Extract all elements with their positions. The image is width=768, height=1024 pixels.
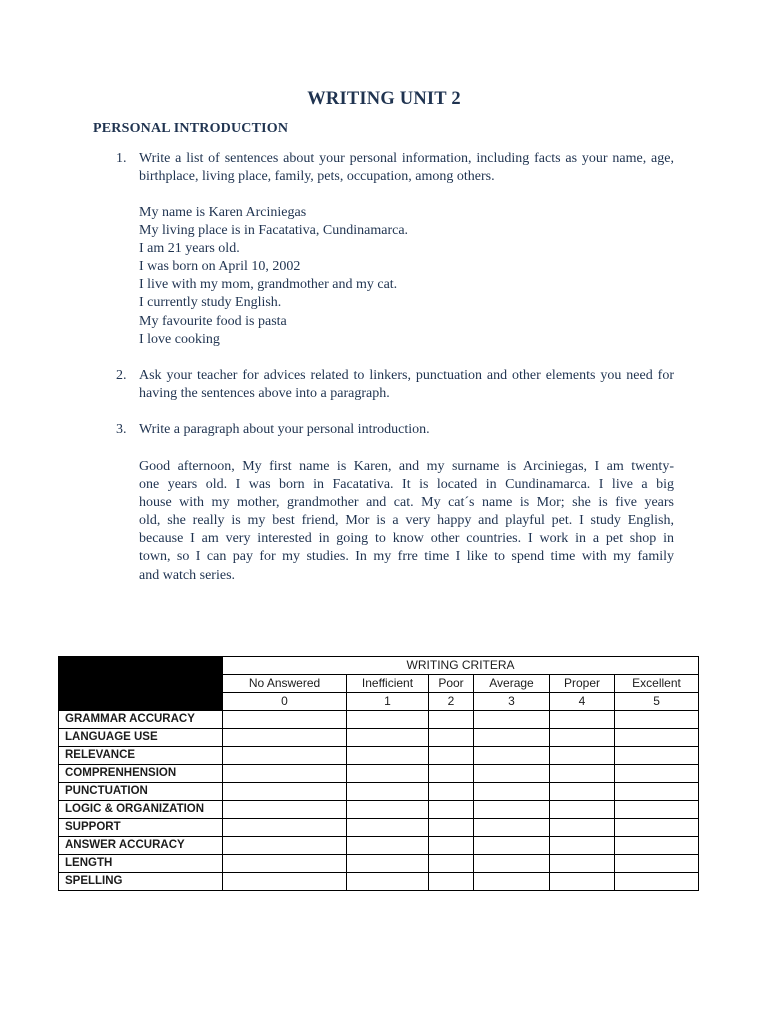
level-label: Average bbox=[474, 675, 550, 693]
level-label: Proper bbox=[550, 675, 615, 693]
score-cell[interactable] bbox=[347, 855, 429, 873]
writing-criteria-table bbox=[58, 656, 699, 891]
score-cell[interactable] bbox=[223, 801, 347, 819]
score-cell[interactable] bbox=[615, 711, 699, 729]
table-row bbox=[59, 783, 699, 801]
score-cell[interactable] bbox=[550, 765, 615, 783]
criterion-label: PUNCTUATION bbox=[59, 783, 223, 801]
score-cell[interactable] bbox=[347, 837, 429, 855]
score-cell[interactable] bbox=[474, 783, 550, 801]
sentence-line: I love cooking bbox=[139, 331, 220, 347]
score-cell[interactable] bbox=[347, 765, 429, 783]
score-cell[interactable] bbox=[550, 801, 615, 819]
score-cell[interactable] bbox=[429, 747, 474, 765]
instruction-1 bbox=[116, 150, 674, 186]
personal-introduction-paragraph bbox=[139, 458, 674, 585]
score-label: 4 bbox=[550, 693, 615, 711]
paragraph-line: one years old. I was born in Facatativa. It is located in Cundinamarca. I live a big bbox=[139, 477, 674, 493]
criterion-label: LENGTH bbox=[59, 855, 223, 873]
instruction-text: Write a list of sentences about your personal information, including facts as your name, age, birthplace, living place, family, pets, occupation, among others. bbox=[139, 151, 674, 184]
score-cell[interactable] bbox=[550, 819, 615, 837]
score-cell[interactable] bbox=[347, 819, 429, 837]
score-cell[interactable] bbox=[615, 729, 699, 747]
score-cell[interactable] bbox=[474, 765, 550, 783]
score-cell[interactable] bbox=[429, 765, 474, 783]
instruction-number: 3. bbox=[116, 422, 127, 437]
score-cell[interactable] bbox=[474, 837, 550, 855]
score-cell[interactable] bbox=[223, 855, 347, 873]
score-label: 1 bbox=[347, 693, 429, 711]
score-cell[interactable] bbox=[223, 783, 347, 801]
score-cell[interactable] bbox=[429, 801, 474, 819]
sentence-line: I live with my mom, grandmother and my cat. bbox=[139, 277, 398, 293]
score-cell[interactable] bbox=[474, 729, 550, 747]
section-heading: PERSONAL INTRODUCTION bbox=[93, 121, 289, 136]
score-cell[interactable] bbox=[474, 711, 550, 729]
score-cell[interactable] bbox=[615, 819, 699, 837]
score-cell[interactable] bbox=[550, 729, 615, 747]
score-cell[interactable] bbox=[429, 783, 474, 801]
score-cell[interactable] bbox=[429, 855, 474, 873]
score-cell[interactable] bbox=[347, 873, 429, 891]
sentence-line: I am 21 years old. bbox=[139, 241, 240, 257]
page-title: WRITING UNIT 2 bbox=[307, 89, 461, 109]
table-row bbox=[59, 765, 699, 783]
score-cell[interactable] bbox=[223, 729, 347, 747]
level-label: No Answered bbox=[223, 675, 347, 693]
score-cell[interactable] bbox=[615, 765, 699, 783]
score-cell[interactable] bbox=[429, 837, 474, 855]
instruction-2 bbox=[116, 367, 674, 403]
table-row bbox=[59, 711, 699, 729]
sentence-line: I currently study English. bbox=[139, 295, 282, 311]
table-row bbox=[59, 837, 699, 855]
criterion-label: GRAMMAR ACCURACY bbox=[59, 711, 223, 729]
score-cell[interactable] bbox=[429, 819, 474, 837]
table-row bbox=[59, 873, 699, 891]
score-label: 0 bbox=[223, 693, 347, 711]
score-cell[interactable] bbox=[615, 837, 699, 855]
table-row bbox=[59, 729, 699, 747]
criterion-label: SPELLING bbox=[59, 873, 223, 891]
criteria-header: WRITING CRITERA bbox=[223, 657, 699, 675]
instruction-number: 1. bbox=[116, 151, 127, 166]
sentence-line: I was born on April 10, 2002 bbox=[139, 259, 301, 275]
score-cell[interactable] bbox=[347, 729, 429, 747]
level-label: Inefficient bbox=[347, 675, 429, 693]
score-cell[interactable] bbox=[223, 837, 347, 855]
score-cell[interactable] bbox=[223, 711, 347, 729]
sentence-line: My name is Karen Arciniegas bbox=[139, 205, 307, 220]
score-cell[interactable] bbox=[615, 783, 699, 801]
score-cell[interactable] bbox=[223, 765, 347, 783]
instruction-text: Write a paragraph about your personal introduction. bbox=[139, 422, 430, 437]
score-cell[interactable] bbox=[615, 801, 699, 819]
score-cell[interactable] bbox=[615, 747, 699, 765]
score-cell[interactable] bbox=[474, 801, 550, 819]
sentence-line: My favourite food is pasta bbox=[139, 313, 287, 329]
instruction-text: Ask your teacher for advices related to linkers, punctuation and other elements you need for having the sentences above into a paragraph. bbox=[139, 368, 674, 401]
score-cell[interactable] bbox=[615, 873, 699, 891]
score-cell[interactable] bbox=[474, 855, 550, 873]
criterion-label: RELEVANCE bbox=[59, 747, 223, 765]
criterion-label: COMPRENHENSION bbox=[59, 765, 223, 783]
score-cell[interactable] bbox=[474, 747, 550, 765]
paragraph-line: because I am very interested in going to know other countries. I work in a pet shop in bbox=[139, 531, 674, 547]
score-cell[interactable] bbox=[550, 747, 615, 765]
score-cell[interactable] bbox=[223, 747, 347, 765]
criterion-label: LANGUAGE USE bbox=[59, 729, 223, 747]
header-blank-cell bbox=[59, 675, 223, 711]
instruction-3 bbox=[116, 421, 674, 439]
level-label: Poor bbox=[429, 675, 474, 693]
score-cell[interactable] bbox=[223, 819, 347, 837]
score-cell[interactable] bbox=[550, 855, 615, 873]
score-cell[interactable] bbox=[429, 711, 474, 729]
table-row bbox=[59, 819, 699, 837]
score-cell[interactable] bbox=[223, 873, 347, 891]
paragraph-line: Good afternoon, My first name is Karen, and my surname is Arciniegas, I am twenty- bbox=[139, 459, 674, 474]
score-cell[interactable] bbox=[347, 783, 429, 801]
paragraph-line: town, so I can pay for my studies. In my frre time I like to spend time with my family bbox=[139, 549, 674, 565]
criterion-label: SUPPORT bbox=[59, 819, 223, 837]
sentence-list bbox=[139, 204, 408, 349]
table-row bbox=[59, 747, 699, 765]
criterion-label: LOGIC & ORGANIZATION bbox=[59, 801, 223, 819]
header-blank-cell bbox=[59, 657, 223, 675]
score-cell[interactable] bbox=[550, 837, 615, 855]
score-cell[interactable] bbox=[550, 783, 615, 801]
score-cell[interactable] bbox=[550, 711, 615, 729]
table-row bbox=[59, 855, 699, 873]
score-cell[interactable] bbox=[474, 873, 550, 891]
score-cell[interactable] bbox=[615, 855, 699, 873]
score-cell[interactable] bbox=[429, 729, 474, 747]
table-row bbox=[59, 801, 699, 819]
paragraph-line: and watch series. bbox=[139, 567, 236, 583]
score-label: 2 bbox=[429, 693, 474, 711]
score-cell[interactable] bbox=[550, 873, 615, 891]
score-cell[interactable] bbox=[347, 711, 429, 729]
paragraph-line: house with my mother, grandmother and cat. My cat´s name is Mor; she is five years bbox=[139, 495, 674, 511]
instruction-number: 2. bbox=[116, 368, 127, 383]
criterion-label: ANSWER ACCURACY bbox=[59, 837, 223, 855]
paragraph-line: old, she really is my best friend, Mor is a very happy and playful pet. I study English, bbox=[139, 513, 674, 529]
score-label: 5 bbox=[615, 693, 699, 711]
sentence-line: My living place is in Facatativa, Cundinamarca. bbox=[139, 223, 409, 239]
score-label: 3 bbox=[474, 693, 550, 711]
level-label: Excellent bbox=[615, 675, 699, 693]
score-cell[interactable] bbox=[474, 819, 550, 837]
score-cell[interactable] bbox=[347, 801, 429, 819]
score-cell[interactable] bbox=[347, 747, 429, 765]
score-cell[interactable] bbox=[429, 873, 474, 891]
